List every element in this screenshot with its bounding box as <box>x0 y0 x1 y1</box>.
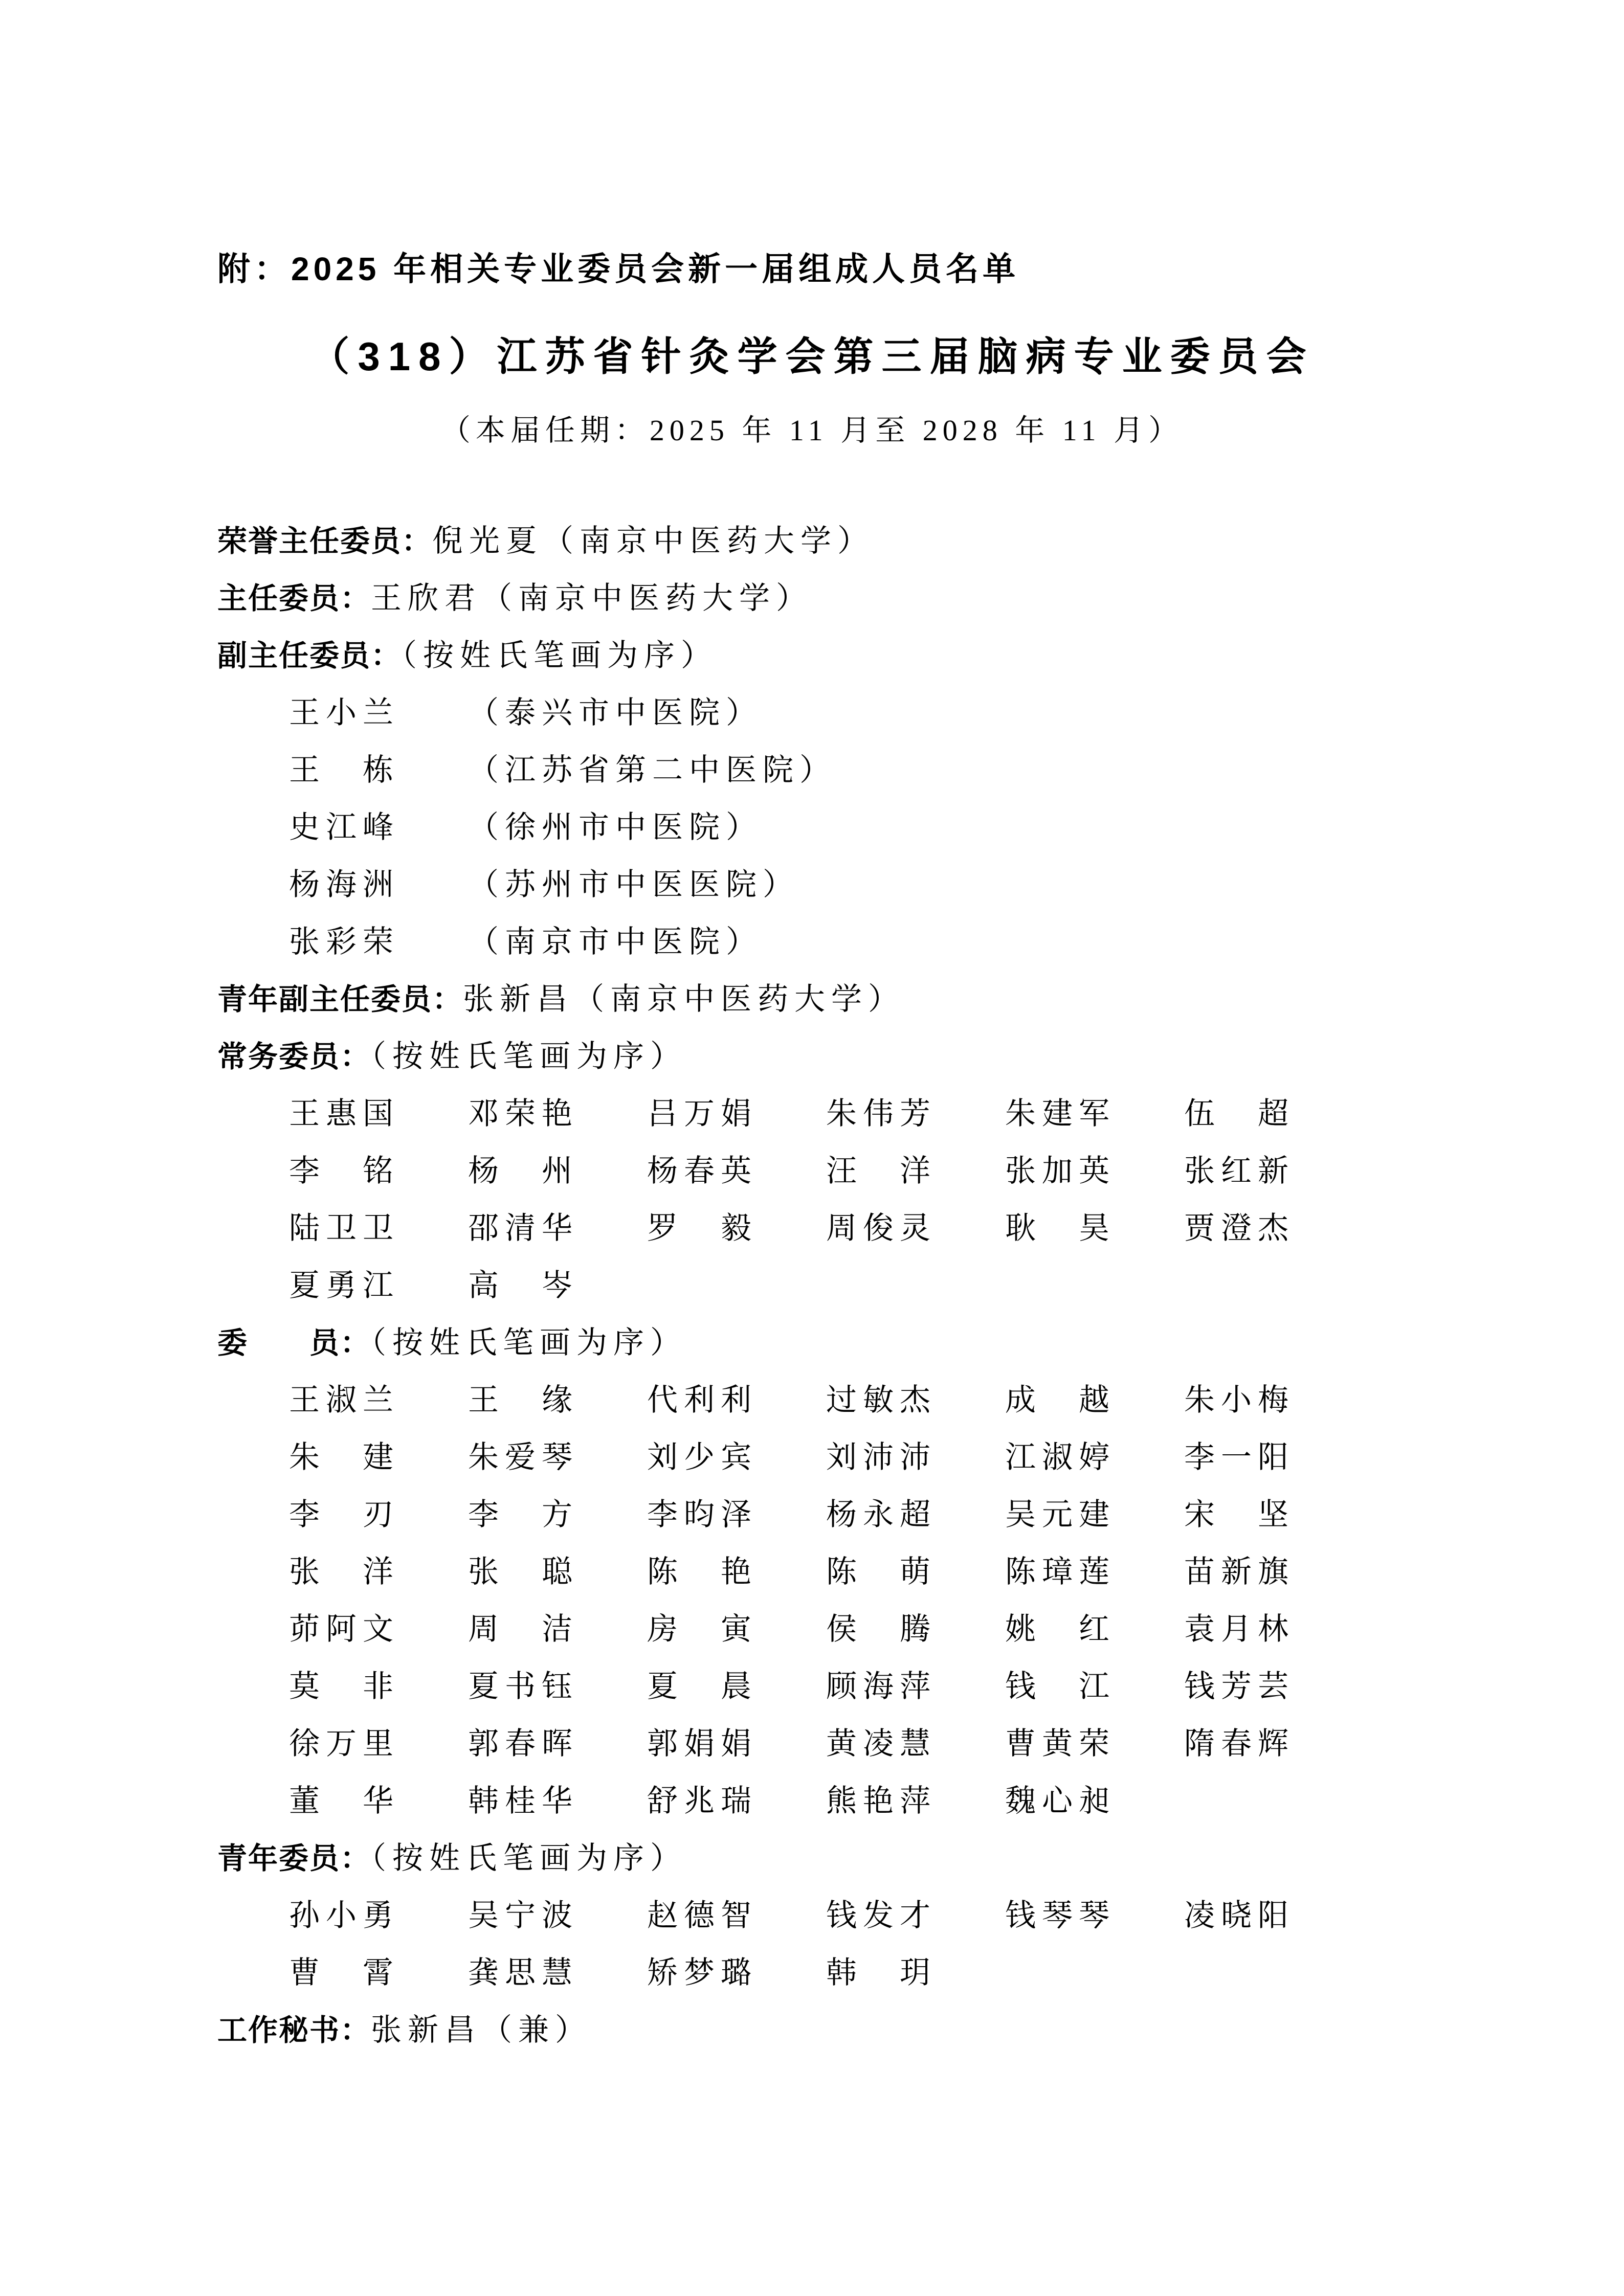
standing-member-name: 邓荣艳 <box>468 1097 579 1131</box>
youth-member-name: 吴宁波 <box>468 1899 579 1932</box>
youth-member-name: 韩 玥 <box>826 1956 937 1990</box>
vice-chairs-note: （按姓氏笔画为序） <box>402 639 718 672</box>
roles-list <box>0 512 1624 2059</box>
committee-member-name: 袁月林 <box>1184 1612 1295 1646</box>
committee-member-name: 陈璋莲 <box>1005 1555 1116 1589</box>
committee-member-name: 房 寅 <box>647 1612 758 1646</box>
vice-chair-name: 张彩荣 <box>289 925 399 959</box>
secretary-line <box>217 2001 1624 2059</box>
committee-member-name: 张 聪 <box>468 1555 579 1589</box>
committee-member-name: 朱 建 <box>289 1440 399 1474</box>
youth-member-name: 矫梦璐 <box>647 1956 758 1990</box>
standing-member-name: 陆卫卫 <box>289 1211 399 1245</box>
committee-member-name: 成 越 <box>1005 1383 1116 1417</box>
standing-committee-header <box>217 1028 1624 1085</box>
committee-member-name: 顾海萍 <box>826 1670 937 1703</box>
secretary-value: 张新昌（兼） <box>371 2013 592 2047</box>
committee-member-name: 董 华 <box>289 1784 399 1818</box>
committee-member-name: 江淑婷 <box>1005 1440 1116 1474</box>
standing-member-name: 汪 洋 <box>826 1154 937 1188</box>
vice-chair-name: 王小兰 <box>289 696 399 730</box>
standing-member-name: 高 岑 <box>468 1269 579 1302</box>
standing-committee-label: 常务委员： <box>217 1040 371 1073</box>
standing-member-name: 吕万娟 <box>647 1097 758 1131</box>
vice-chair-name: 史江峰 <box>289 811 399 844</box>
vice-chair-entry <box>217 741 1624 799</box>
youth-committee-grid <box>289 1887 1624 2001</box>
youth-committee-label: 青年委员： <box>217 1842 371 1875</box>
committee-member-name: 宋 坚 <box>1184 1498 1295 1532</box>
vice-chair-name: 杨海洲 <box>289 868 399 902</box>
youth-vice-chair-label: 青年副主任委员： <box>217 983 463 1016</box>
page-title: （318）江苏省针灸学会第三届脑病专业委员会 <box>309 334 1315 379</box>
committee-member-name: 陈 艳 <box>647 1555 758 1589</box>
committee-member-name: 黄凌慧 <box>826 1727 937 1761</box>
committee-member-name: 魏心昶 <box>1005 1784 1116 1818</box>
committee-grid <box>289 1371 1624 1830</box>
standing-member-name: 张加英 <box>1005 1154 1116 1188</box>
committee-member-name: 朱爱琴 <box>468 1440 579 1474</box>
youth-member-name: 凌晓阳 <box>1184 1899 1295 1932</box>
committee-member-name: 莫 非 <box>289 1670 399 1703</box>
attachment-line: 附：2025 年相关专业委员会新一届组成人员名单 <box>217 251 1020 287</box>
committee-member-name: 夏 晨 <box>647 1670 758 1703</box>
standing-member-name: 夏勇江 <box>289 1269 399 1302</box>
committee-member-name: 郭春晖 <box>468 1727 579 1761</box>
committee-member-name: 杨永超 <box>826 1498 937 1532</box>
honorary-chair-value: 倪光夏（南京中医药大学） <box>432 524 875 558</box>
standing-member-name: 王惠国 <box>289 1097 399 1131</box>
committee-member-name: 过敏杰 <box>826 1383 937 1417</box>
vice-chair-org: （苏州市中医医院） <box>468 868 799 902</box>
committee-member-name: 李 方 <box>468 1498 579 1532</box>
vice-chairs-header <box>217 627 1624 684</box>
vice-chair-org: （徐州市中医院） <box>468 811 763 844</box>
committee-member-name: 夏书钰 <box>468 1670 579 1703</box>
committee-member-name: 侯 腾 <box>826 1612 937 1646</box>
secretary-label: 工作秘书： <box>217 2014 371 2047</box>
term-line: （本届任期：2025 年 11 月至 2028 年 11 月） <box>440 414 1184 447</box>
youth-member-name: 钱琴琴 <box>1005 1899 1116 1932</box>
committee-member-name: 代利利 <box>647 1383 758 1417</box>
vice-chair-org: （江苏省第二中医院） <box>468 753 836 787</box>
committee-member-name: 朱小梅 <box>1184 1383 1295 1417</box>
standing-member-name: 张红新 <box>1184 1154 1295 1188</box>
committee-member-name: 曹黄荣 <box>1005 1727 1116 1761</box>
standing-member-name: 耿 昊 <box>1005 1211 1116 1245</box>
committee-member-name: 刘少宾 <box>647 1440 758 1474</box>
youth-vice-chair-value: 张新昌（南京中医药大学） <box>463 982 905 1016</box>
chair-value: 王欣君（南京中医药大学） <box>371 581 813 615</box>
vice-chair-entry <box>217 913 1624 971</box>
committee-member-name: 茆阿文 <box>289 1612 399 1646</box>
committee-member-name: 王淑兰 <box>289 1383 399 1417</box>
committee-member-name: 王 缘 <box>468 1383 579 1417</box>
vice-chair-name: 王 栋 <box>289 753 399 787</box>
standing-member-name: 杨 州 <box>468 1154 579 1188</box>
youth-vice-chair-line <box>217 971 1624 1028</box>
committee-member-name: 陈 萌 <box>826 1555 937 1589</box>
honorary-chair-label: 荣誉主任委员： <box>217 525 433 558</box>
committee-member-name: 吴元建 <box>1005 1498 1116 1532</box>
vice-chair-entry <box>217 684 1624 741</box>
standing-member-name: 李 铭 <box>289 1154 399 1188</box>
chair-line <box>217 570 1624 627</box>
standing-member-name: 邵清华 <box>468 1211 579 1245</box>
committee-member-name: 徐万里 <box>289 1727 399 1761</box>
committee-member-name: 隋春辉 <box>1184 1727 1295 1761</box>
youth-member-name: 赵德智 <box>647 1899 758 1932</box>
standing-member-name: 伍 超 <box>1184 1097 1295 1131</box>
committee-member-name: 张 洋 <box>289 1555 399 1589</box>
vice-chair-entry <box>217 856 1624 913</box>
youth-member-name: 钱发才 <box>826 1899 937 1932</box>
youth-member-name: 曹 霄 <box>289 1956 399 1990</box>
vice-chair-entry <box>217 799 1624 856</box>
honorary-chair-line <box>217 512 1624 570</box>
committee-member-name: 韩桂华 <box>468 1784 579 1818</box>
committee-member-name: 苗新旗 <box>1184 1555 1295 1589</box>
committee-label: 委 员： <box>217 1326 371 1360</box>
youth-committee-header <box>217 1830 1624 1887</box>
committee-member-name: 郭娟娟 <box>647 1727 758 1761</box>
standing-member-name: 罗 毅 <box>647 1211 758 1245</box>
chair-label: 主任委员： <box>217 582 371 615</box>
committee-member-name: 钱 江 <box>1005 1670 1116 1703</box>
standing-member-name: 朱建军 <box>1005 1097 1116 1131</box>
vice-chair-org: （泰兴市中医院） <box>468 696 763 730</box>
committee-member-name: 李昀泽 <box>647 1498 758 1532</box>
vice-chair-org: （南京市中医院） <box>468 925 763 959</box>
standing-member-name: 贾澄杰 <box>1184 1211 1295 1245</box>
committee-member-name: 周 洁 <box>468 1612 579 1646</box>
committee-member-name: 姚 红 <box>1005 1612 1116 1646</box>
committee-member-name: 李 刃 <box>289 1498 399 1532</box>
youth-member-name: 孙小勇 <box>289 1899 399 1932</box>
committee-member-name: 李一阳 <box>1184 1440 1295 1474</box>
youth-committee-note: （按姓氏笔画为序） <box>371 1841 687 1875</box>
standing-member-name: 周俊灵 <box>826 1211 937 1245</box>
youth-member-name: 龚思慧 <box>468 1956 579 1990</box>
standing-committee-grid <box>289 1085 1624 1314</box>
committee-header <box>217 1314 1624 1371</box>
standing-member-name: 杨春英 <box>647 1154 758 1188</box>
committee-member-name: 熊艳萍 <box>826 1784 937 1818</box>
committee-member-name: 舒兆瑞 <box>647 1784 758 1818</box>
committee-member-name: 刘沛沛 <box>826 1440 937 1474</box>
vice-chairs-label: 副主任委员： <box>217 639 402 672</box>
committee-member-name: 钱芳芸 <box>1184 1670 1295 1703</box>
standing-member-name: 朱伟芳 <box>826 1097 937 1131</box>
committee-note: （按姓氏笔画为序） <box>371 1326 687 1360</box>
standing-committee-note: （按姓氏笔画为序） <box>371 1040 687 1073</box>
